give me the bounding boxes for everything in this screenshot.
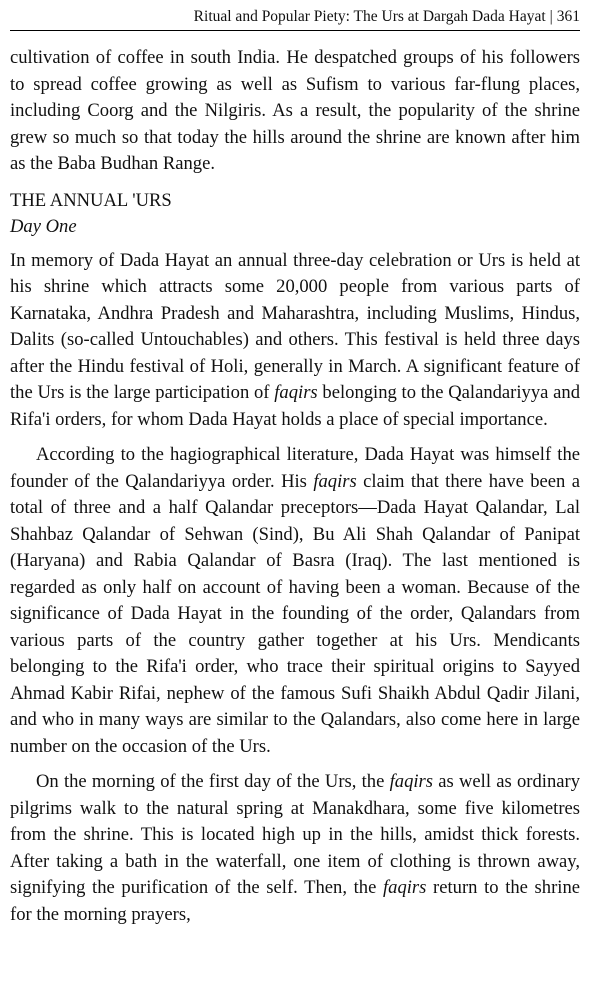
header-separator: | [549, 8, 553, 25]
italic-term: faqirs [313, 470, 357, 492]
italic-term: faqirs [389, 771, 434, 792]
subsection-heading: Day One [10, 215, 77, 237]
page-number: 361 [556, 8, 580, 25]
text-run: According to the hagiographical literature, Dada Hayat was himself the founder of the Qalandariyya order. His [10, 444, 580, 492]
text-run: In memory of Dada Hayat an annual three-day celebration or Urs is held at his shrine which attracts some 20,000 people from various parts of Karnataka, Andhra Pradesh and Maharashtra, including Muslims, Hindus, Dalits (so-called Untouchables) and others. This festival is held three days after the Hindu festival of Holi, generally in March. A significant feature of the Urs is the large participation of [10, 249, 580, 403]
text-run: claim that there have been a total of three and a half Qalandar preceptors—Dada Hayat Qalandar, Lal Shahbaz Qalandar of Sehwan (Sind), Bu Ali Shah Qalandar of Panipat (Haryana) and Rabia Qalandar of Basra (Iraq). The last mentioned is regarded as only half on account of having been a woman. Because of the significance of Dada Hayat in the founding of the order, Qalandars from various parts of the country gather together at his Urs. Mendicants belonging to the Rifa'i order, who trace their spiritual origins to Sayyed Ahmad Kabir Rifai, nephew of the famous Sufi Shaikh Abdul Qadir Jilani, and who in many ways are similar to the Qalandars, also come here in large number on the occasion of the Urs. [10, 470, 580, 757]
paragraph-continued: cultivation of coffee in south India. He despatched groups of his followers to spread coffee growing as well as Sufism to various far-flung places, including Coorg and the Nilgiris. As a result, the popularity of the shrine grew so much so that today the hills around the shrine are known after him as the Baba Budhan Range. [10, 47, 580, 174]
text-run: return to the shrine for the morning prayers, [10, 877, 580, 925]
section-heading: THE ANNUAL 'URS [10, 189, 172, 211]
running-header [10, 6, 580, 31]
italic-term: faqirs [274, 382, 318, 403]
paragraph-hagiography [10, 442, 580, 760]
page-body [10, 45, 580, 928]
text-run: belonging to the Qalandariyya and Rifa'i orders, for whom Dada Hayat holds a place of special importance. [10, 382, 580, 430]
text-run: On the morning of the first day of the Urs, the [36, 771, 390, 792]
paragraph-first-day [10, 769, 580, 928]
text-run: as well as ordinary pilgrims walk to the natural spring at Manakdhara, some five kilometres from the shrine. This is located high up in the hills, amidst thick forests. After taking a bath in the waterfall, one item of clothing is thrown away, signifying the purification of the self. Then, the [10, 771, 580, 898]
running-title: Ritual and Popular Piety: The Urs at Dargah Dada Hayat [193, 8, 546, 25]
italic-term: faqirs [382, 877, 427, 898]
paragraph-urs-intro [10, 248, 580, 434]
